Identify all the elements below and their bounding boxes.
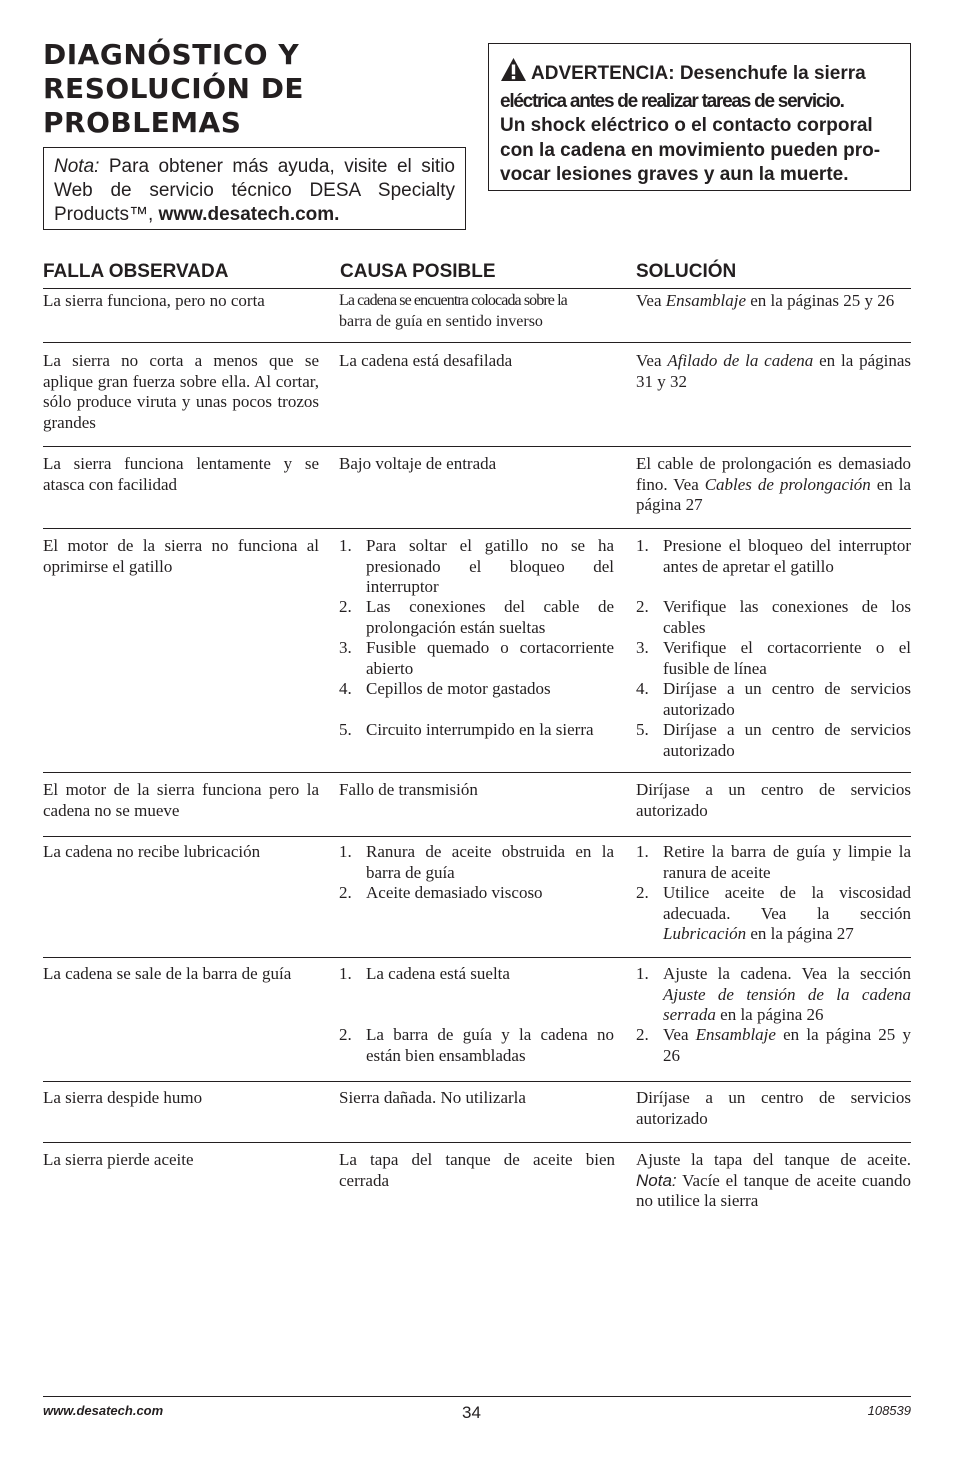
falla-cell: La sierra pierde aceite: [43, 1150, 194, 1169]
table-row: El motor de la sierra no funciona al oprimirse el gatillo 1. Para soltar el gatillo no se ha presionado el bloqueo del interruptor 2. Las conexiones del cable de prolongación están sueltas 3. Fusible quemado o cortacorriente abierto 4. Cepillos de motor gastados 5. Circuito interrumpido en la sierra 1. Presione el bloqueo del interruptor antes de apretar el gatillo 2. Verifique las conexiones de los cables 3. Verifique el cortacorriente o el fusible de línea 4. Diríjase a un centro de servicios autorizado 5. Diríjase a un centro de servicios autorizado: [43, 529, 911, 773]
footer-url: www.desatech.com: [43, 1403, 164, 1418]
table-row: La cadena se sale de la barra de guía 1. La cadena está suelta 2. La barra de guía y la cadena no están bien ensambladas 1. Ajuste la cadena. Vea la sección Ajuste de tensión de la cadena serrada en la página 26 2. Vea Ensamblaje en la página 25 y 26: [43, 958, 911, 1082]
causa-cell: Fallo de transmisión: [339, 780, 478, 799]
falla-cell: La cadena se sale de la barra de guía: [43, 964, 292, 983]
warning-triangle-icon: [500, 57, 527, 90]
solucion-text: en la páginas 25 y 26: [746, 291, 895, 310]
solucion-text: Vea: [636, 291, 666, 310]
title-line: RESOLUCIÓN DE: [43, 72, 305, 105]
title-line: DIAGNÓSTICO Y: [43, 38, 300, 71]
footer-divider: [43, 1396, 911, 1397]
solucion-note-label: Nota:: [636, 1170, 677, 1190]
solucion-text: Ajuste la tapa del tanque de aceite.: [636, 1150, 911, 1169]
causa-cell: Bajo voltaje de entrada: [339, 454, 497, 473]
solucion-text: en la página 27: [636, 474, 911, 514]
note-label: Nota:: [54, 156, 100, 177]
solucion-text: en la páginas 31 y 32: [636, 351, 911, 391]
solucion-cell: [636, 291, 911, 312]
falla-cell: La sierra funciona, pero no corta: [43, 291, 265, 310]
solucion-cell: [636, 351, 911, 392]
document-code: 108539: [867, 1403, 911, 1418]
falla-cell: La sierra no corta a menos que se aplique gran fuerza sobre ella. Al cortar, sólo produce viruta y unas pocos trozos grandes: [43, 351, 319, 432]
solucion-cell: Diríjase a un centro de servicios autorizado: [636, 780, 911, 820]
solucion-text: El cable de prolongación es demasiado fino. Vea: [636, 454, 911, 494]
table-header: [43, 258, 911, 289]
header-falla: FALLA OBSERVADA: [43, 261, 229, 282]
falla-cell: El motor de la sierra no funciona al oprimirse el gatillo: [43, 536, 319, 576]
note-url: www.desatech.com.: [158, 204, 340, 225]
warning-line: [500, 57, 900, 90]
troubleshooting-table: [43, 258, 911, 1233]
warning-box: [488, 43, 911, 191]
causa-cell: La cadena está desafilada: [339, 351, 513, 370]
causa-cell: [339, 291, 615, 332]
note-box: [43, 147, 466, 230]
causa-cell: La tapa del tanque de aceite bien cerrada: [339, 1150, 615, 1190]
solucion-ref: Cables de prolongación: [704, 474, 871, 494]
page-title: [43, 38, 463, 140]
solucion-cell: [636, 1150, 911, 1212]
solucion-text: Vacíe el tanque de aceite cuando no utilice la sierra: [636, 1170, 911, 1210]
table-row: [43, 1143, 911, 1233]
causa-line: La cadena se encuentra colocada sobre la: [339, 292, 567, 309]
warning-line: con la cadena en movimiento pueden pro-: [500, 139, 881, 161]
title-line: PROBLEMAS: [43, 106, 242, 139]
page-number: 34: [462, 1403, 481, 1422]
warning-line: eléctrica antes de realizar tareas de servicio.: [500, 90, 844, 112]
table-row: [43, 773, 911, 837]
warning-line: Un shock eléctrico o el contacto corporal: [500, 115, 873, 136]
falla-cell: La sierra funciona lentamente y se atasca con facilidad: [43, 454, 319, 494]
table-row: [43, 447, 911, 529]
warning-text: ADVERTENCIA: Desenchufe la sierra: [531, 63, 866, 84]
header-causa: CAUSA POSIBLE: [340, 261, 496, 282]
table-row: [43, 343, 911, 447]
warning-line: vocar lesiones graves y aun la muerte.: [500, 164, 849, 185]
table-row: La cadena no recibe lubricación 1. Ranura de aceite obstruida en la barra de guía 2. Aceite demasiado viscoso 1. Retire la barra de guía y limpie la ranura de aceite 2. Utilice aceite de la viscosidad adecuada. Vea la sección Lubricación en la página 27: [43, 837, 911, 958]
solucion-cell: [636, 454, 911, 516]
solucion-ref: Ensamblaje: [665, 291, 747, 310]
note-text: Para obtener más ayuda, visite el sitio Web de servicio técnico DESA Specialty Products™,: [54, 156, 455, 225]
causa-cell: Sierra dañada. No utilizarla: [339, 1088, 526, 1107]
falla-cell: La cadena no recibe lubricación: [43, 842, 261, 861]
causa-line: barra de guía en sentido inverso: [339, 312, 543, 330]
table-row: [43, 1082, 911, 1143]
solucion-ref: Afilado de la cadena: [667, 351, 814, 370]
table-row: [43, 289, 911, 343]
solucion-text: Vea: [636, 351, 668, 370]
solucion-cell: Diríjase a un centro de servicios autorizado: [636, 1088, 911, 1128]
header-solucion: SOLUCIÓN: [636, 261, 737, 282]
falla-cell: El motor de la sierra funciona pero la cadena no se mueve: [43, 780, 319, 820]
falla-cell: La sierra despide humo: [43, 1088, 203, 1107]
